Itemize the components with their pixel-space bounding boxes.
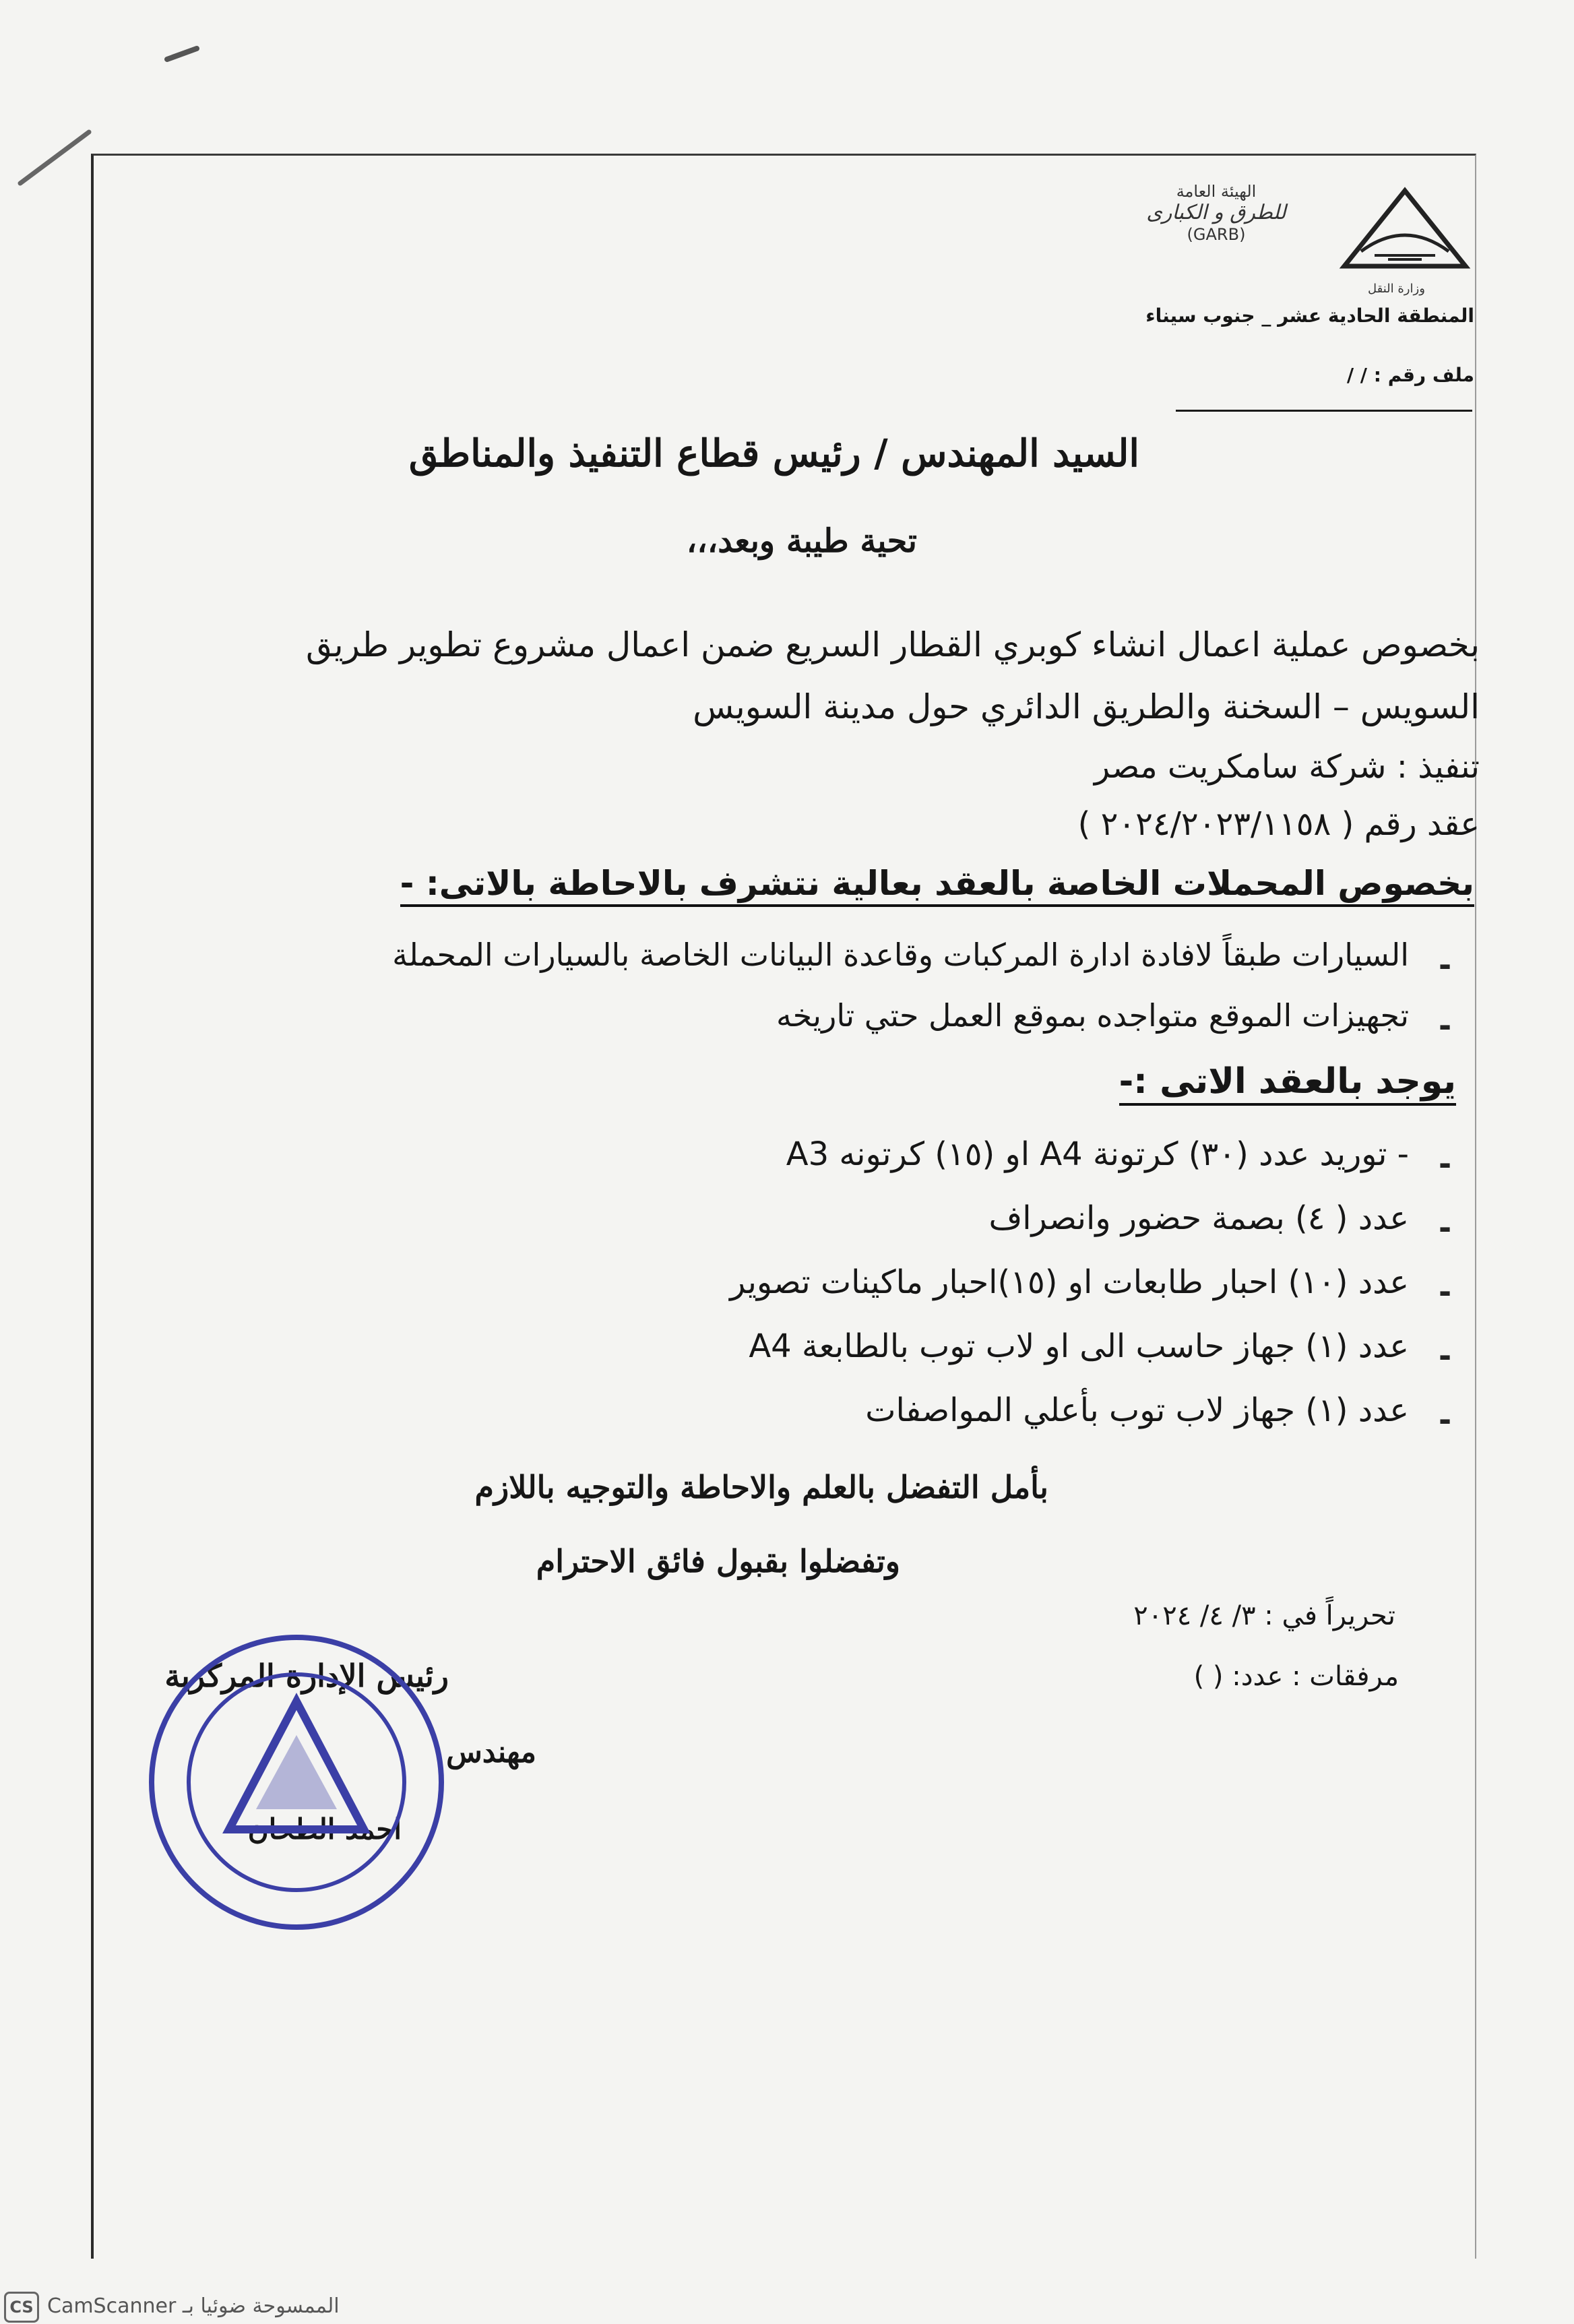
contractor: تنفيذ : شركة سامكريت مصر (1094, 748, 1480, 786)
org-line-2: للطرق و الكبارى (1146, 201, 1286, 224)
camscanner-logo-icon: CS (4, 2292, 39, 2323)
section2-item-5: عدد (١) جهاز لاب توب بأعلي المواصفات (865, 1391, 1409, 1429)
section1-item-2: تجهيزات الموقع متواجده بموقع العمل حتي تاريخه (776, 997, 1409, 1034)
section2-item-3: عدد (١٠) احبار طابعات او (١٥)احبار ماكينات تصوير (730, 1263, 1409, 1301)
section2-title: يوجد بالعقد الاتى :- (1119, 1061, 1456, 1106)
bullet: - (1439, 947, 1452, 983)
written-date: تحريراً في : ٣/ ٤/ ٢٠٢٤ (1133, 1600, 1395, 1631)
greeting: تحية طيبة وبعد،،، (686, 522, 917, 560)
official-stamp-icon (141, 1627, 451, 1937)
closing-request: بأمل التفضل بالعلم والاحاطة والتوجيه باللازم (474, 1469, 1048, 1505)
org-line-1: الهيئة العامة (1176, 182, 1257, 201)
signature-title: رئيس الإدارة المركزية (164, 1658, 449, 1694)
bullet: - (1439, 1210, 1452, 1246)
scanner-label: الممسوحة ضوئيا بـ CamScanner (47, 2294, 340, 2318)
bullet: - (1439, 1402, 1452, 1438)
section2-item-1: - توريد عدد (٣٠) كرتونة A4 او (١٥) كرتونه A3 (786, 1135, 1409, 1173)
bullet: - (1439, 1145, 1452, 1182)
signature-name: احمد الطحان (247, 1813, 402, 1846)
garb-logo-icon (1334, 185, 1476, 280)
attachments: مرفقات : عدد: ( ) (1193, 1661, 1399, 1692)
signature-role: مهندس (446, 1735, 536, 1769)
org-name (1145, 181, 1287, 245)
closing-regards: وتفضلوا بقبول فائق الاحترام (536, 1543, 900, 1579)
subject-line-1: بخصوص عملية اعمال انشاء كوبري القطار السريع ضمن اعمال مشروع تطوير طريق (306, 625, 1480, 664)
bullet: - (1439, 1338, 1452, 1374)
addressee: السيد المهندس / رئيس قطاع التنفيذ والمناطق (408, 431, 1139, 476)
region-label: المنطقة الحادية عشر _ جنوب سيناء (1145, 305, 1474, 327)
logo-caption: وزارة النقل (1368, 282, 1425, 296)
bullet: - (1439, 1007, 1452, 1044)
section1-item-1: السيارات طبقاً لافادة ادارة المركبات وقاعدة البيانات الخاصة بالسيارات المحملة (392, 937, 1409, 973)
scanner-watermark (0, 2288, 431, 2324)
section2-item-2: عدد ( ٤) بصمة حضور وانصراف (988, 1199, 1409, 1237)
contract-number: عقد رقم ( ٢٠٢٤/٢٠٢٣/١١٥٨ ) (1077, 805, 1480, 843)
file-number: ملف رقم : / / (1346, 364, 1474, 386)
subject-line-2: السويس – السخنة والطريق الدائري حول مدينة السويس (693, 687, 1480, 726)
bullet: - (1439, 1274, 1452, 1310)
section1-title: بخصوص المحملات الخاصة بالعقد بعالية نتشرف بالاحاطة بالاتى: - (400, 864, 1474, 907)
header-divider (1176, 410, 1472, 412)
org-code: (GARB) (1187, 225, 1246, 244)
section2-item-4: عدد (١) جهاز حاسب الى او لاب توب بالطابعة A4 (749, 1327, 1409, 1365)
